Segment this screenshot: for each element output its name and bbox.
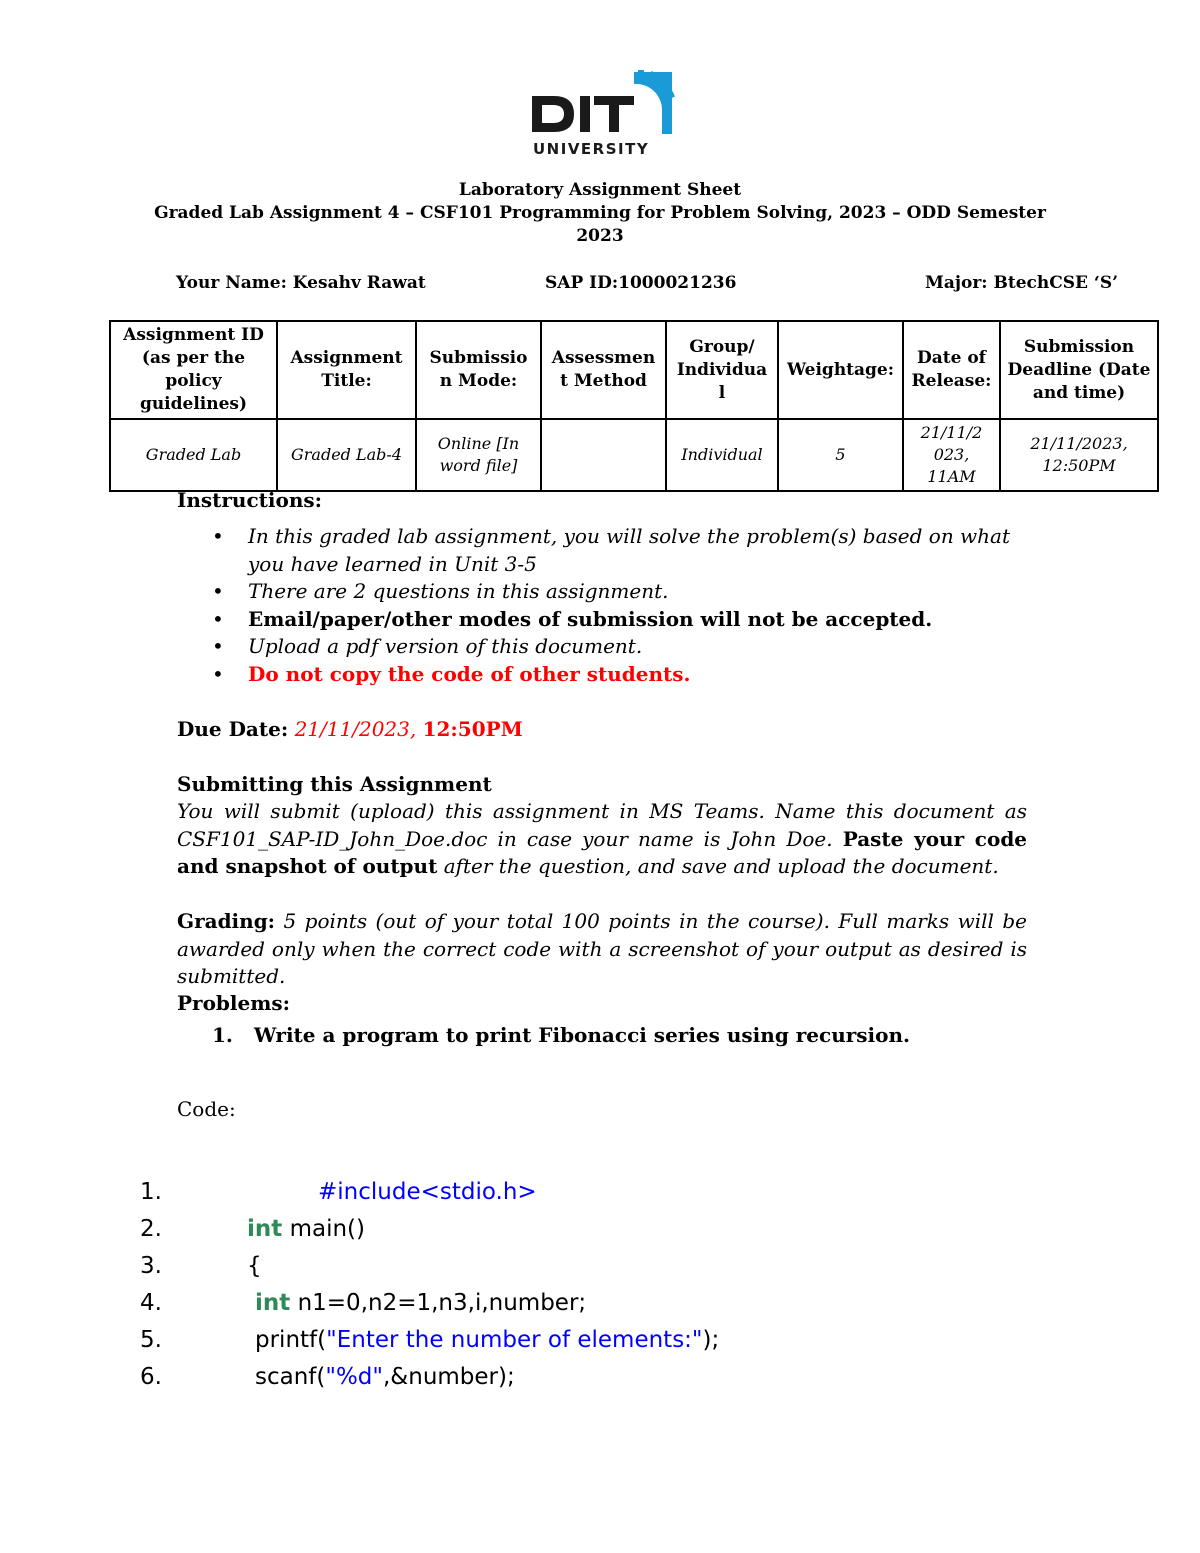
code-label: Code:	[177, 1097, 236, 1121]
due-time-value: 12:50PM	[422, 717, 523, 741]
code-line	[247, 1214, 365, 1244]
table-header-row	[110, 321, 1158, 419]
bullet-icon: •	[212, 661, 224, 686]
header-group-individual: Group/ Individua l	[666, 321, 778, 419]
student-major: Major: BtechCSE ‘S’	[925, 273, 1119, 293]
code-token: "%d"	[325, 1364, 383, 1390]
instruction-text: There are 2 questions in this assignment.	[248, 579, 669, 603]
cell-group-individual: Individual	[666, 419, 778, 491]
due-date-value: 21/11/2023,	[294, 717, 417, 741]
code-line-number: 3.	[140, 1253, 162, 1279]
submitting-text-1: You will submit (upload) this assignment in MS Teams. Name this document as CSF101_SAP-ID_John_Doe.doc in case your name is John Doe.	[177, 799, 1027, 851]
sheet-title: Laboratory Assignment Sheet	[458, 180, 742, 200]
grading-text: 5 points (out of your total 100 points in the course). Full marks will be awarded only when the correct code with a screenshot of your output as desired is submitted.	[177, 909, 1027, 988]
cell-submission-mode: Online [In word file]	[416, 419, 541, 491]
list-item	[212, 523, 1052, 578]
code-token: );	[702, 1327, 720, 1353]
logo-university-text: UNIVERSITY	[533, 140, 650, 158]
due-date	[177, 716, 523, 744]
grading-paragraph	[177, 908, 1027, 991]
code-token: main()	[282, 1216, 365, 1242]
sheet-subtitle: Graded Lab Assignment 4 – CSF101 Programming for Problem Solving, 2023 – ODD Semester	[154, 203, 1046, 223]
grading-label: Grading:	[177, 909, 276, 933]
bullet-icon: •	[212, 524, 224, 548]
cell-date-of-release: 21/11/2 023, 11AM	[903, 419, 1000, 491]
code-token: {	[247, 1253, 262, 1279]
code-line-number: 1.	[140, 1179, 162, 1205]
student-sap-id: SAP ID:1000021236	[545, 273, 737, 293]
code-token: ,&number);	[383, 1364, 515, 1390]
code-token: int	[247, 1216, 283, 1242]
header-date-of-release: Date of Release:	[903, 321, 1000, 419]
cell-assignment-id: Graded Lab	[110, 419, 277, 491]
sheet-year: 2023	[576, 226, 624, 246]
code-line	[255, 1288, 586, 1318]
instructions-list	[212, 523, 1052, 688]
cell-weightage: 5	[778, 419, 903, 491]
code-token: n1=0,n2=1,n3,i,number;	[290, 1290, 587, 1316]
code-token: scanf(	[255, 1364, 326, 1390]
problem-item	[212, 1022, 910, 1050]
bullet-icon: •	[212, 606, 224, 631]
code-line	[318, 1177, 537, 1207]
list-item	[212, 661, 1052, 689]
instruction-text: Upload a pdf version of this document.	[248, 634, 643, 658]
header-assignment-id: Assignment ID (as per the policy guidelines)	[110, 321, 277, 419]
code-token: #include<stdio.h>	[318, 1179, 537, 1205]
list-item	[212, 606, 1052, 634]
header-weightage: Weightage:	[778, 321, 903, 419]
code-line-number: 6.	[140, 1364, 162, 1390]
cell-assignment-title: Graded Lab-4	[277, 419, 416, 491]
header-assignment-title: Assignment Title:	[277, 321, 416, 419]
code-line	[255, 1325, 719, 1355]
instruction-text: Email/paper/other modes of submission will not be accepted.	[248, 606, 933, 631]
code-line-number: 5.	[140, 1327, 162, 1353]
cell-assessment-method	[541, 419, 666, 491]
instruction-text: Do not copy the code of other students.	[248, 661, 691, 686]
problems-heading: Problems:	[177, 991, 291, 1015]
code-line-number: 4.	[140, 1290, 162, 1316]
submitting-heading: Submitting this Assignment	[177, 772, 492, 796]
bullet-icon: •	[212, 634, 224, 658]
code-token: printf(	[255, 1327, 327, 1353]
bullet-icon: •	[212, 579, 224, 603]
submitting-bold: Paste your code and snapshot of output	[177, 826, 1028, 878]
submitting-text-2: after the question, and save and upload the document.	[443, 854, 999, 878]
header-submission-mode: Submissio n Mode:	[416, 321, 541, 419]
code-token: "Enter the number of elements:"	[326, 1327, 703, 1353]
header-submission-deadline: Submission Deadline (Date and time)	[1000, 321, 1158, 419]
student-name: Your Name: Kesahv Rawat	[176, 273, 426, 293]
due-date-label: Due Date:	[177, 717, 289, 741]
cell-submission-deadline: 21/11/2023, 12:50PM	[1000, 419, 1158, 491]
submitting-paragraph	[177, 798, 1027, 881]
dit-logo-icon	[530, 70, 676, 160]
instructions-heading: Instructions:	[177, 488, 323, 512]
instruction-text: In this graded lab assignment, you will solve the problem(s) based on what you have learned in Unit 3-5	[248, 524, 1011, 576]
university-logo	[530, 70, 676, 160]
list-item	[212, 578, 1052, 606]
problem-number: 1.	[212, 1023, 233, 1047]
code-line	[255, 1362, 515, 1392]
list-item	[212, 633, 1052, 661]
problem-text: Write a program to print Fibonacci series using recursion.	[253, 1023, 910, 1047]
code-token: int	[255, 1290, 291, 1316]
code-line	[247, 1251, 262, 1281]
code-line-number: 2.	[140, 1216, 162, 1242]
assignment-info-table	[109, 320, 1159, 492]
header-assessment-method: Assessmen t Method	[541, 321, 666, 419]
table-row	[110, 419, 1158, 491]
